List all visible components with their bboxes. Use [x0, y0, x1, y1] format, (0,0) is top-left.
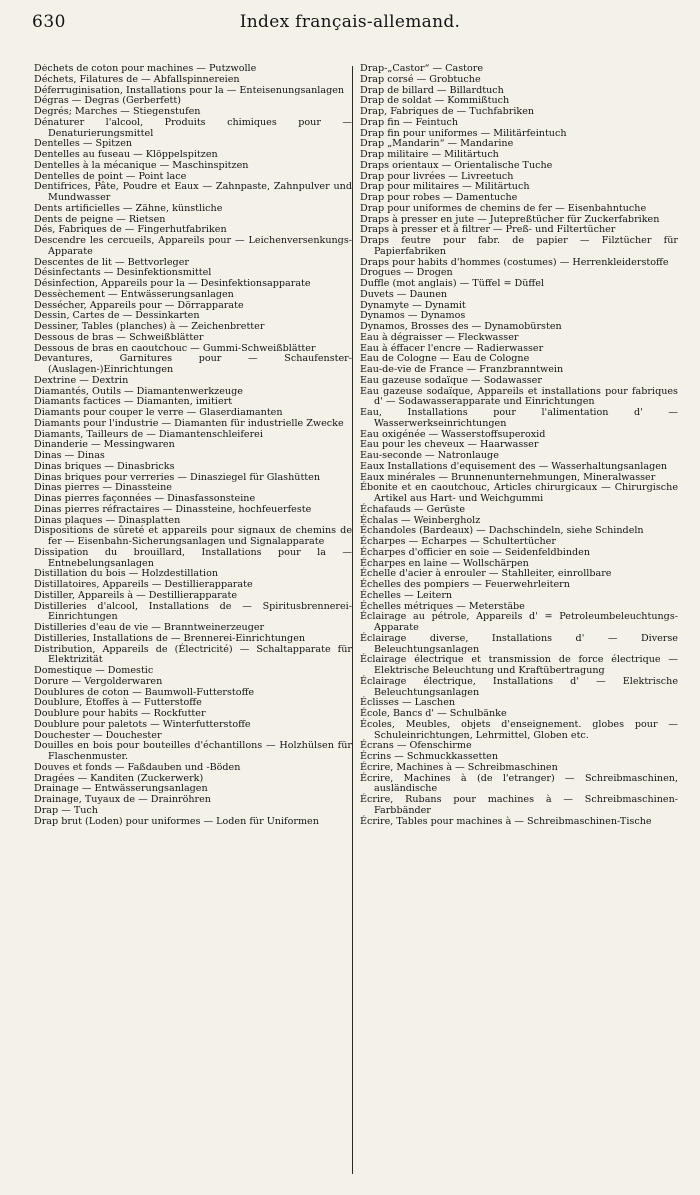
- index-entry: Doublures de coton — Baumwoll-Futterstoffe: [34, 686, 255, 698]
- index-entry: École, Bancs d' — Schulbänke: [360, 708, 507, 719]
- index-entry: Dentelles de point — Point lace: [34, 170, 187, 182]
- index-entry: Draps feutre pour fabr. de papier — Filztücher für Papierfabriken: [360, 235, 678, 257]
- index-entry: Eau gazeuse sodaïque — Sodawasser: [360, 374, 542, 386]
- index-entry: Eaux Installations d'equisement des — Wasserhaltungsanlagen: [360, 460, 668, 472]
- index-entry: Dessiner, Tables (planches) à — Zeichenbretter: [34, 321, 265, 332]
- index-entry: Dessin, Cartes de — Dessinkarten: [34, 310, 200, 322]
- index-entry: Distiller, Appareils à — Destillierapparate: [34, 589, 238, 601]
- index-entry: Dés, Fabriques de — Fingerhutfabriken: [34, 224, 227, 236]
- index-entry: Échalas — Weinbergholz: [360, 514, 481, 526]
- index-entry: Drap — Tuch: [34, 804, 98, 816]
- index-entry: Distillatoires, Appareils — Destillierapparate: [34, 579, 253, 590]
- index-entry: Eaux minérales — Brunnenunternehmungen, Mineralwasser: [360, 471, 656, 483]
- index-entry: Dessous de bras en caoutchouc — Gummi-Schweißblätter: [34, 342, 316, 354]
- index-entry: Doublure pour habits — Rockfutter: [34, 708, 206, 719]
- index-entry: Éclairage diverse, Installations d' — Diverse Beleuchtungsanlagen: [360, 632, 678, 655]
- index-entry: Douilles en bois pour bouteilles d'échantillons — Holzhülsen für Flaschenmuster.: [34, 740, 352, 762]
- index-entry: Diamants, Tailleurs de — Diamantenschleiferei: [34, 428, 263, 440]
- index-entry: Douchester — Douchester: [34, 729, 162, 741]
- left-column: [34, 64, 352, 1174]
- index-entry: Dissipation du brouillard, Installations pour la — Entnebelungsanlagen: [34, 546, 352, 569]
- index-entry: Dorure — Vergolderwaren: [34, 675, 163, 687]
- index-entry: Distilleries d'eau de vie — Branntweinerzeuger: [34, 622, 265, 633]
- index-entry: Désinfection, Appareils pour la — Desinfektionsapparate: [34, 278, 311, 289]
- index-entry: Échelles métriques — Meterstäbe: [360, 600, 525, 612]
- index-entry: Diamants pour l'industrie — Diamanten für industrielle Zwecke: [34, 417, 344, 429]
- index-entry: Dinanderie — Messingwaren: [34, 439, 175, 451]
- index-entry: Eau-de-vie de France — Franzbranntwein: [360, 364, 564, 375]
- index-entry: Dentifrices, Pâte, Poudre et Eaux — Zahnpaste, Zahnpulver und Mundwasser: [34, 181, 352, 203]
- index-entry: Dinas briques — Dinasbricks: [34, 460, 175, 472]
- index-entry: Eau pour les cheveux — Haarwasser: [360, 439, 539, 451]
- index-entry: Drap-„Castor“ — Castore: [360, 64, 484, 74]
- index-entry: Draps à presser en jute — Jutepreßtücher für Zuckerfabriken: [360, 213, 660, 225]
- index-entry: Échelle d'acier à enrouler — Stahlleiter, einrollbare: [360, 568, 612, 580]
- index-entry: Distribution, Appareils de (Électricité) — Schaltapparate für Elektrizität: [34, 643, 352, 666]
- index-entry: Distillation du bois — Holzdestillation: [34, 568, 219, 580]
- index-entry: Degrés; Marches — Stiegenstufen: [34, 106, 201, 117]
- index-entry: Écrire, Tables pour machines à — Schreibmaschinen-Tische: [360, 815, 652, 827]
- index-entry: Drap „Mandarin“ — Mandarine: [360, 138, 514, 150]
- index-entry: Dynamos, Brosses des — Dynamobürsten: [360, 321, 562, 332]
- index-entry: Distilleries, Installations de — Brennerei-Einrichtungen: [34, 632, 306, 644]
- index-entry: Eau oxigénée — Wasserstoffsuperoxid: [360, 428, 546, 440]
- index-entry: Dents de peigne — Rietsen: [34, 213, 166, 225]
- index-entry: Drap pour uniformes de chemins de fer — Eisenbahntuche: [360, 202, 647, 214]
- index-entry: Éclairage électrique, Installations d' — Elektrische Beleuchtungsanlagen: [360, 675, 678, 698]
- index-entry: Dénaturer l'alcool, Produits chimiques pour — Denaturierungsmittel: [34, 116, 352, 139]
- index-entry: Dentelles au fuseau — Klöppelspitzen: [34, 149, 218, 160]
- index-entry: Draps orientaux — Orientalische Tuche: [360, 159, 553, 171]
- index-entry: Écrire, Machines à (de l'etranger) — Schreibmaschinen, ausländische: [360, 772, 678, 795]
- index-entry: Drap de billard — Billardtuch: [360, 84, 504, 96]
- index-entry: Eau à éffacer l'encre — Radierwasser: [360, 342, 544, 354]
- index-entry: Duffle (mot anglais) — Tüffel = Düffel: [360, 278, 544, 289]
- index-entry: Drap pour livrées — Livreetuch: [360, 170, 514, 182]
- index-entry: Échelles des pompiers — Feuerwehrleitern: [360, 579, 570, 590]
- page-title: Index français-allemand.: [239, 12, 461, 32]
- index-entry: Écrins — Schmuckkassetten: [360, 751, 499, 762]
- index-entry: Drap fin pour uniformes — Militärfeintuch: [360, 127, 567, 139]
- index-entry: Drap, Fabriques de — Tuchfabriken: [360, 106, 535, 117]
- index-entry: Draps à presser et à filtrer — Preß- und Filtertücher: [360, 224, 616, 236]
- index-entry: Dinas — Dinas: [34, 450, 105, 461]
- index-entry: Drap militaire — Militärtuch: [360, 149, 499, 160]
- right-column: [360, 64, 678, 1174]
- index-entry: Déferruginisation, Installations pour la — Enteisenungsanlagen: [34, 84, 345, 96]
- index-entry: Déchets, Filatures de — Abfallspinnereien: [34, 73, 240, 85]
- index-entry: Éclairage électrique et transmission de force électrique — Elektrische Beleuchtung und Kraftübertragung: [360, 654, 678, 676]
- index-entry: Eau gazeuse sodaïque, Appareils et installations pour fabriques d' — Sodawasserapparate und Einrichtungen: [360, 385, 678, 408]
- index-entry: Dessécher, Appareils pour — Dörrapparate: [34, 299, 244, 311]
- index-entry: Drap corsé — Grobtuche: [360, 73, 481, 85]
- page-number: 630: [32, 12, 66, 32]
- index-entry: Écrans — Ofenschirme: [360, 740, 472, 752]
- index-entry: Domestique — Domestic: [34, 665, 154, 676]
- index-entry: Dinas plaques — Dinasplatten: [34, 514, 181, 526]
- index-entry: Eau à dégraisser — Fleckwasser: [360, 331, 519, 343]
- index-entry: Dinas pierres réfractaires — Dinassteine, hochfeuerfeste: [34, 503, 312, 515]
- index-entry: Dinas briques pour verreries — Dinasziegel für Glashütten: [34, 471, 321, 483]
- index-entry: Ébonite et en caoutchouc, Articles chirurgicaux — Chirurgische Artikel aus Hart- und Weichgummi: [360, 482, 678, 504]
- index-entry: Drogues — Drogen: [360, 267, 453, 279]
- index-entry: Éclairage au pétrole, Appareils d' = Petroleumbeleuchtungs-Apparate: [360, 611, 678, 633]
- index-entry: Drap de soldat — Kommißtuch: [360, 95, 510, 107]
- index-entry: Écharpes d'officier en soie — Seidenfeldbinden: [360, 546, 591, 558]
- index-entry: Eau-seconde — Natronlauge: [360, 450, 499, 461]
- index-entry: Désinfectants — Desinfektionsmittel: [34, 267, 212, 279]
- index-entry: Dégras — Degras (Gerberfett): [34, 95, 181, 107]
- index-entry: Drainage — Entwässerungsanlagen: [34, 783, 208, 795]
- index-entry: Dinas pierres — Dinassteine: [34, 482, 172, 494]
- index-entry: Dessèchement — Entwässerungsanlagen: [34, 288, 234, 300]
- index-entry: Échandoles (Bardeaux) — Dachschindeln, siehe Schindeln: [360, 525, 644, 537]
- index-entry: Draps pour habits d'hommes (costumes) — Herrenkleiderstoffe: [360, 256, 669, 268]
- index-entry: Écharpes — Echarpes — Schultertücher: [360, 536, 556, 547]
- index-entry: Drap brut (Loden) pour uniformes — Loden für Uniformen: [34, 815, 319, 827]
- index-entry: Dessous de bras — Schweißblätter: [34, 331, 204, 343]
- index-entry: Écrire, Rubans pour machines à — Schreibmaschinen-Farbbänder: [360, 794, 678, 816]
- index-entry: Échelles — Leitern: [360, 589, 453, 601]
- index-entry: Écharpes en laine — Wollschärpen: [360, 557, 529, 569]
- index-entry: Descendre les cercueils, Appareils pour — Leichenversenkungs-Apparate: [34, 235, 352, 257]
- index-entry: Diamants factices — Diamanten, imitiert: [34, 396, 233, 408]
- index-entry: Écrire, Machines à — Schreibmaschinen: [360, 761, 558, 773]
- index-entry: Diamantés, Outils — Diamantenwerkzeuge: [34, 385, 243, 397]
- index-entry: Drap pour militaires — Militärtuch: [360, 181, 530, 193]
- index-entry: Drap pour robes — Damentuche: [360, 192, 518, 203]
- index-entry: Dragées — Kanditen (Zuckerwerk): [34, 772, 204, 784]
- index-entry: Descentes de lit — Bettvorleger: [34, 256, 189, 268]
- index-entry: Doublure pour paletots — Winterfutterstoffe: [34, 718, 251, 730]
- index-entry: Duvets — Daunen: [360, 288, 448, 300]
- index-entry: Douves et fonds — Faßdauben und -Böden: [34, 761, 241, 773]
- page-header: [0, 0, 700, 50]
- index-entry: Dents artificielles — Zähne, künstliche: [34, 202, 223, 214]
- index-entry: Drap fin — Feintuch: [360, 116, 459, 128]
- index-entry: Dentelles — Spitzen: [34, 138, 133, 150]
- index-entry: Dynamyte — Dynamit: [360, 299, 466, 311]
- index-entry: Dispositions de sûreté et appareils pour signaux de chemins de fer — Eisenbahn-Sicherungsanlagen und Signalapparate: [34, 525, 352, 547]
- index-entry: Déchets de coton pour machines — Putzwolle: [34, 64, 257, 74]
- index-entry: Eau, Installations pour l'alimentation d' — Wasserwerkseinrichtungen: [360, 407, 678, 429]
- index-entry: Dentelles à la mécanique — Maschinspitzen: [34, 159, 249, 171]
- index-entry: Dinas pierres façonnées — Dinasfassonsteine: [34, 493, 256, 504]
- column-divider: [352, 66, 353, 1174]
- index-entry: Écoles, Meubles, objets d'enseignement. globes pour — Schuleinrichtungen, Lehrmittel, Globen etc.: [360, 718, 678, 741]
- index-entry: Drainage, Tuyaux de — Drainröhren: [34, 794, 211, 805]
- index-entry: Échafauds — Gerüste: [360, 503, 466, 515]
- index-entry: Dynamos — Dynamos: [360, 310, 466, 322]
- index-entry: Dextrine — Dextrin: [34, 374, 129, 386]
- index-entry: Distilleries d'alcool, Installations de — Spiritusbrennerei-Einrichtungen: [34, 600, 352, 623]
- index-entry: Diamants pour couper le verre — Glaserdiamanten: [34, 407, 283, 418]
- index-entry: Devantures, Garnitures pour — Schaufenster-(Auslagen-)Einrichtungen: [34, 353, 352, 375]
- index-entry: Doublure, Étoffes à — Futterstoffe: [34, 697, 202, 709]
- index-entry: Eau de Cologne — Eau de Cologne: [360, 353, 530, 365]
- index-entry: Éclisses — Laschen: [360, 697, 456, 709]
